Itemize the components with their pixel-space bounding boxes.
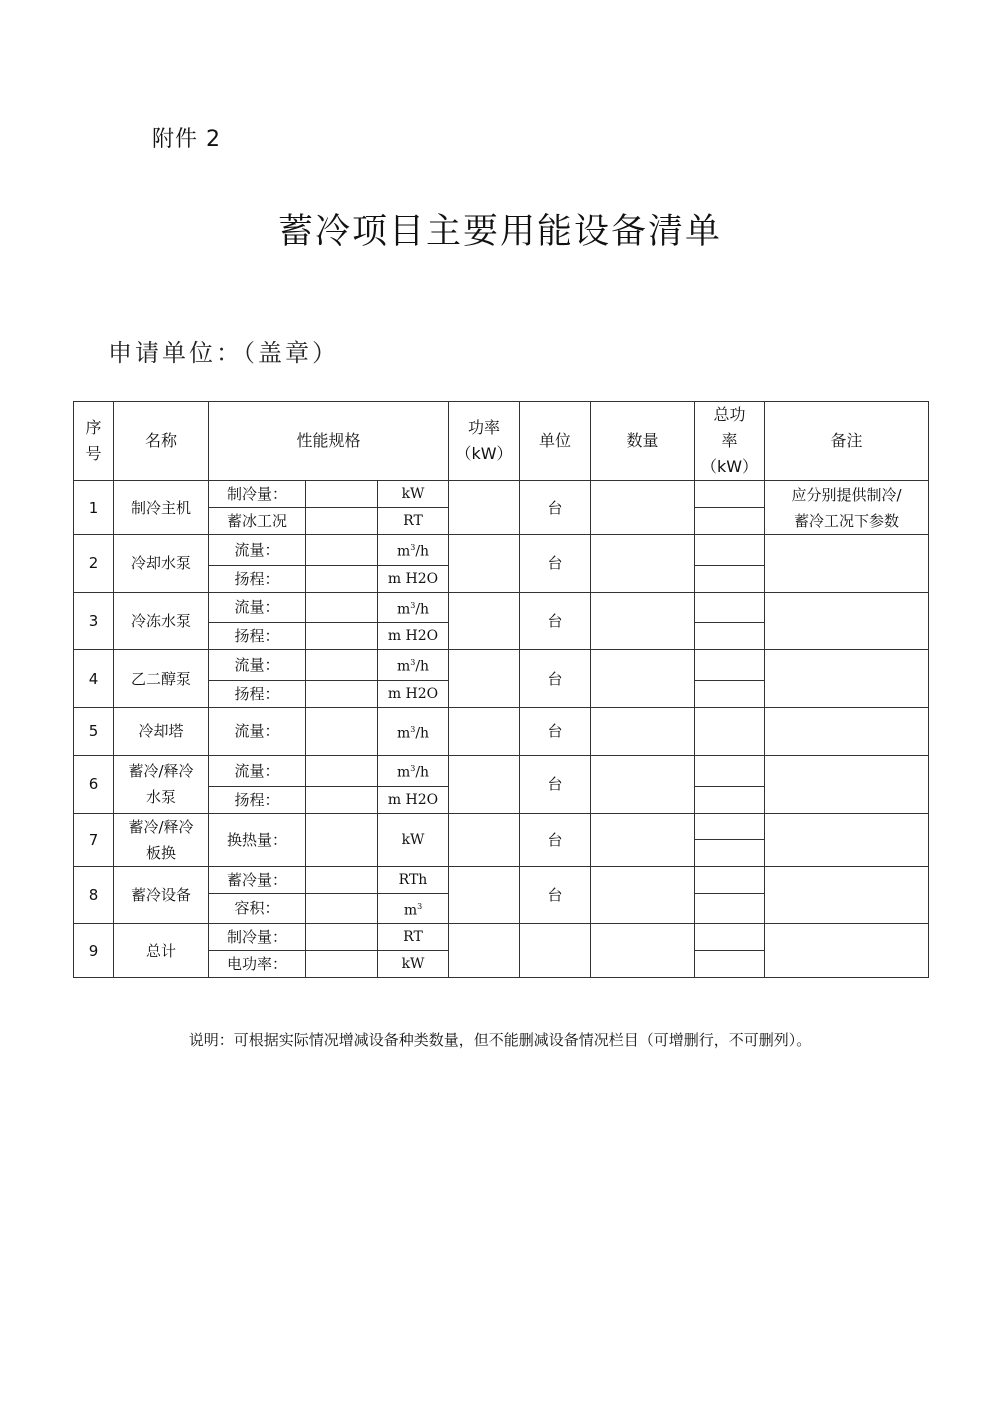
total-power-cell[interactable] xyxy=(695,565,765,592)
param-label: 电功率： xyxy=(209,951,306,978)
remark-cell: 应分别提供制冷/ 蓄冷工况下参数 xyxy=(765,481,929,535)
param-unit: m H2O xyxy=(378,565,449,592)
row-seq: 3 xyxy=(74,592,114,650)
param-label: 流量： xyxy=(209,592,306,623)
header-name: 名称 xyxy=(114,402,209,481)
attachment-label: 附件 2 xyxy=(152,127,221,152)
row-seq: 9 xyxy=(74,924,114,978)
param-label: 流量： xyxy=(209,755,306,786)
row-name: 冷冻水泵 xyxy=(114,592,209,650)
param-unit: RTh xyxy=(378,866,449,893)
remark-cell[interactable] xyxy=(765,592,929,650)
remark-cell[interactable] xyxy=(765,924,929,978)
param-label: 制冷量： xyxy=(209,481,306,508)
total-power-cell[interactable] xyxy=(695,623,765,650)
param-label: 换热量： xyxy=(209,813,306,866)
param-value[interactable] xyxy=(306,680,378,707)
param-value[interactable] xyxy=(306,592,378,623)
remark-cell[interactable] xyxy=(765,866,929,924)
power-cell[interactable] xyxy=(449,866,520,924)
row-name: 冷却塔 xyxy=(114,707,209,755)
param-label: 扬程： xyxy=(209,680,306,707)
row-seq: 6 xyxy=(74,755,114,813)
param-value[interactable] xyxy=(306,481,378,508)
total-power-cell[interactable] xyxy=(695,535,765,566)
power-cell[interactable] xyxy=(449,813,520,866)
unit-cell: 台 xyxy=(520,650,591,708)
param-unit: $m^3$ xyxy=(378,893,449,924)
param-value[interactable] xyxy=(306,813,378,866)
table-row xyxy=(74,755,929,786)
param-value[interactable] xyxy=(306,508,378,535)
quantity-cell[interactable] xyxy=(591,535,695,593)
param-value[interactable] xyxy=(306,866,378,893)
table-row xyxy=(74,707,929,755)
header-remark: 备注 xyxy=(765,402,929,481)
row-seq: 1 xyxy=(74,481,114,535)
equipment-table xyxy=(73,401,929,978)
param-value[interactable] xyxy=(306,951,378,978)
param-unit: RT xyxy=(378,924,449,951)
remark-cell[interactable] xyxy=(765,650,929,708)
total-power-cell[interactable] xyxy=(695,650,765,681)
unit-cell: 台 xyxy=(520,481,591,535)
row-seq: 8 xyxy=(74,866,114,924)
param-unit: m H2O xyxy=(378,623,449,650)
total-power-cell[interactable] xyxy=(695,680,765,707)
param-label: 流量： xyxy=(209,535,306,566)
total-power-cell[interactable] xyxy=(695,481,765,508)
param-unit: kW xyxy=(378,481,449,508)
param-unit: $m^3/h$ xyxy=(378,535,449,566)
header-spec: 性能规格 xyxy=(209,402,449,481)
table-row xyxy=(74,592,929,623)
power-cell[interactable] xyxy=(449,650,520,708)
row-seq: 7 xyxy=(74,813,114,866)
table-row xyxy=(74,813,929,840)
row-name: 蓄冷/释冷 水泵 xyxy=(114,755,209,813)
param-value[interactable] xyxy=(306,707,378,755)
quantity-cell[interactable] xyxy=(591,755,695,813)
param-value[interactable] xyxy=(306,565,378,592)
param-unit: $m^3/h$ xyxy=(378,650,449,681)
param-unit: $m^3/h$ xyxy=(378,707,449,755)
param-value[interactable] xyxy=(306,623,378,650)
quantity-cell[interactable] xyxy=(591,924,695,978)
unit-cell: 台 xyxy=(520,535,591,593)
total-power-cell[interactable] xyxy=(695,951,765,978)
quantity-cell[interactable] xyxy=(591,650,695,708)
power-cell[interactable] xyxy=(449,707,520,755)
total-power-cell[interactable] xyxy=(695,508,765,535)
param-label: 扬程： xyxy=(209,565,306,592)
row-name: 蓄冷/释冷 板换 xyxy=(114,813,209,866)
table-row xyxy=(74,924,929,951)
footnote: 说明：可根据实际情况增减设备种类数量，但不能删减设备情况栏目（可增删行，不可删列）。 xyxy=(188,1031,812,1049)
total-power-cell[interactable] xyxy=(695,755,765,786)
remark-cell[interactable] xyxy=(765,813,929,866)
quantity-cell[interactable] xyxy=(591,592,695,650)
total-power-cell[interactable] xyxy=(695,893,765,924)
unit-cell: 台 xyxy=(520,813,591,866)
param-unit: RT xyxy=(378,508,449,535)
total-power-cell[interactable] xyxy=(695,866,765,893)
quantity-cell[interactable] xyxy=(591,866,695,924)
applicant-line: 申请单位：（盖章） xyxy=(108,339,339,367)
param-label: 蓄冷量： xyxy=(209,866,306,893)
table-row xyxy=(74,535,929,566)
param-unit: $m^3/h$ xyxy=(378,592,449,623)
power-cell[interactable] xyxy=(449,924,520,978)
quantity-cell[interactable] xyxy=(591,813,695,866)
param-value[interactable] xyxy=(306,650,378,681)
power-cell[interactable] xyxy=(449,755,520,813)
remark-cell[interactable] xyxy=(765,707,929,755)
param-label: 扬程： xyxy=(209,623,306,650)
param-value[interactable] xyxy=(306,535,378,566)
param-value[interactable] xyxy=(306,786,378,813)
unit-cell[interactable] xyxy=(520,924,591,978)
document-title: 蓄冷项目主要用能设备清单 xyxy=(277,212,722,252)
param-label: 扬程： xyxy=(209,786,306,813)
param-value[interactable] xyxy=(306,755,378,786)
total-power-cell[interactable] xyxy=(695,924,765,951)
row-name: 总计 xyxy=(114,924,209,978)
param-value[interactable] xyxy=(306,893,378,924)
param-label: 流量： xyxy=(209,650,306,681)
param-label: 蓄冰工况 xyxy=(209,508,306,535)
quantity-cell[interactable] xyxy=(591,481,695,535)
row-seq: 2 xyxy=(74,535,114,593)
row-seq: 5 xyxy=(74,707,114,755)
param-unit: kW xyxy=(378,813,449,866)
row-seq: 4 xyxy=(74,650,114,708)
param-unit: $m^3/h$ xyxy=(378,755,449,786)
power-cell[interactable] xyxy=(449,481,520,535)
header-total-power: 总功 率 （kW） xyxy=(695,402,765,481)
table-row xyxy=(74,650,929,681)
header-quantity: 数量 xyxy=(591,402,695,481)
row-name: 制冷主机 xyxy=(114,481,209,535)
row-name: 乙二醇泵 xyxy=(114,650,209,708)
header-unit: 单位 xyxy=(520,402,591,481)
header-power: 功率 （kW） xyxy=(449,402,520,481)
table-header-row xyxy=(74,402,929,481)
table-row xyxy=(74,866,929,893)
table-row xyxy=(74,481,929,508)
remark-cell[interactable] xyxy=(765,755,929,813)
param-label: 制冷量： xyxy=(209,924,306,951)
header-seq: 序 号 xyxy=(74,402,114,481)
total-power-cell[interactable] xyxy=(695,707,765,755)
total-power-cell[interactable] xyxy=(695,592,765,623)
total-power-cell[interactable] xyxy=(695,786,765,813)
param-label: 流量： xyxy=(209,707,306,755)
param-unit: m H2O xyxy=(378,680,449,707)
unit-cell: 台 xyxy=(520,707,591,755)
param-value[interactable] xyxy=(306,924,378,951)
unit-cell: 台 xyxy=(520,755,591,813)
power-cell[interactable] xyxy=(449,592,520,650)
param-unit: kW xyxy=(378,951,449,978)
row-name: 冷却水泵 xyxy=(114,535,209,593)
param-unit: m H2O xyxy=(378,786,449,813)
row-name: 蓄冷设备 xyxy=(114,866,209,924)
remark-cell[interactable] xyxy=(765,535,929,593)
quantity-cell[interactable] xyxy=(591,707,695,755)
unit-cell: 台 xyxy=(520,866,591,924)
unit-cell: 台 xyxy=(520,592,591,650)
power-cell[interactable] xyxy=(449,535,520,593)
total-power-cell[interactable] xyxy=(695,813,765,840)
param-label: 容积： xyxy=(209,893,306,924)
total-power-cell[interactable] xyxy=(695,840,765,867)
